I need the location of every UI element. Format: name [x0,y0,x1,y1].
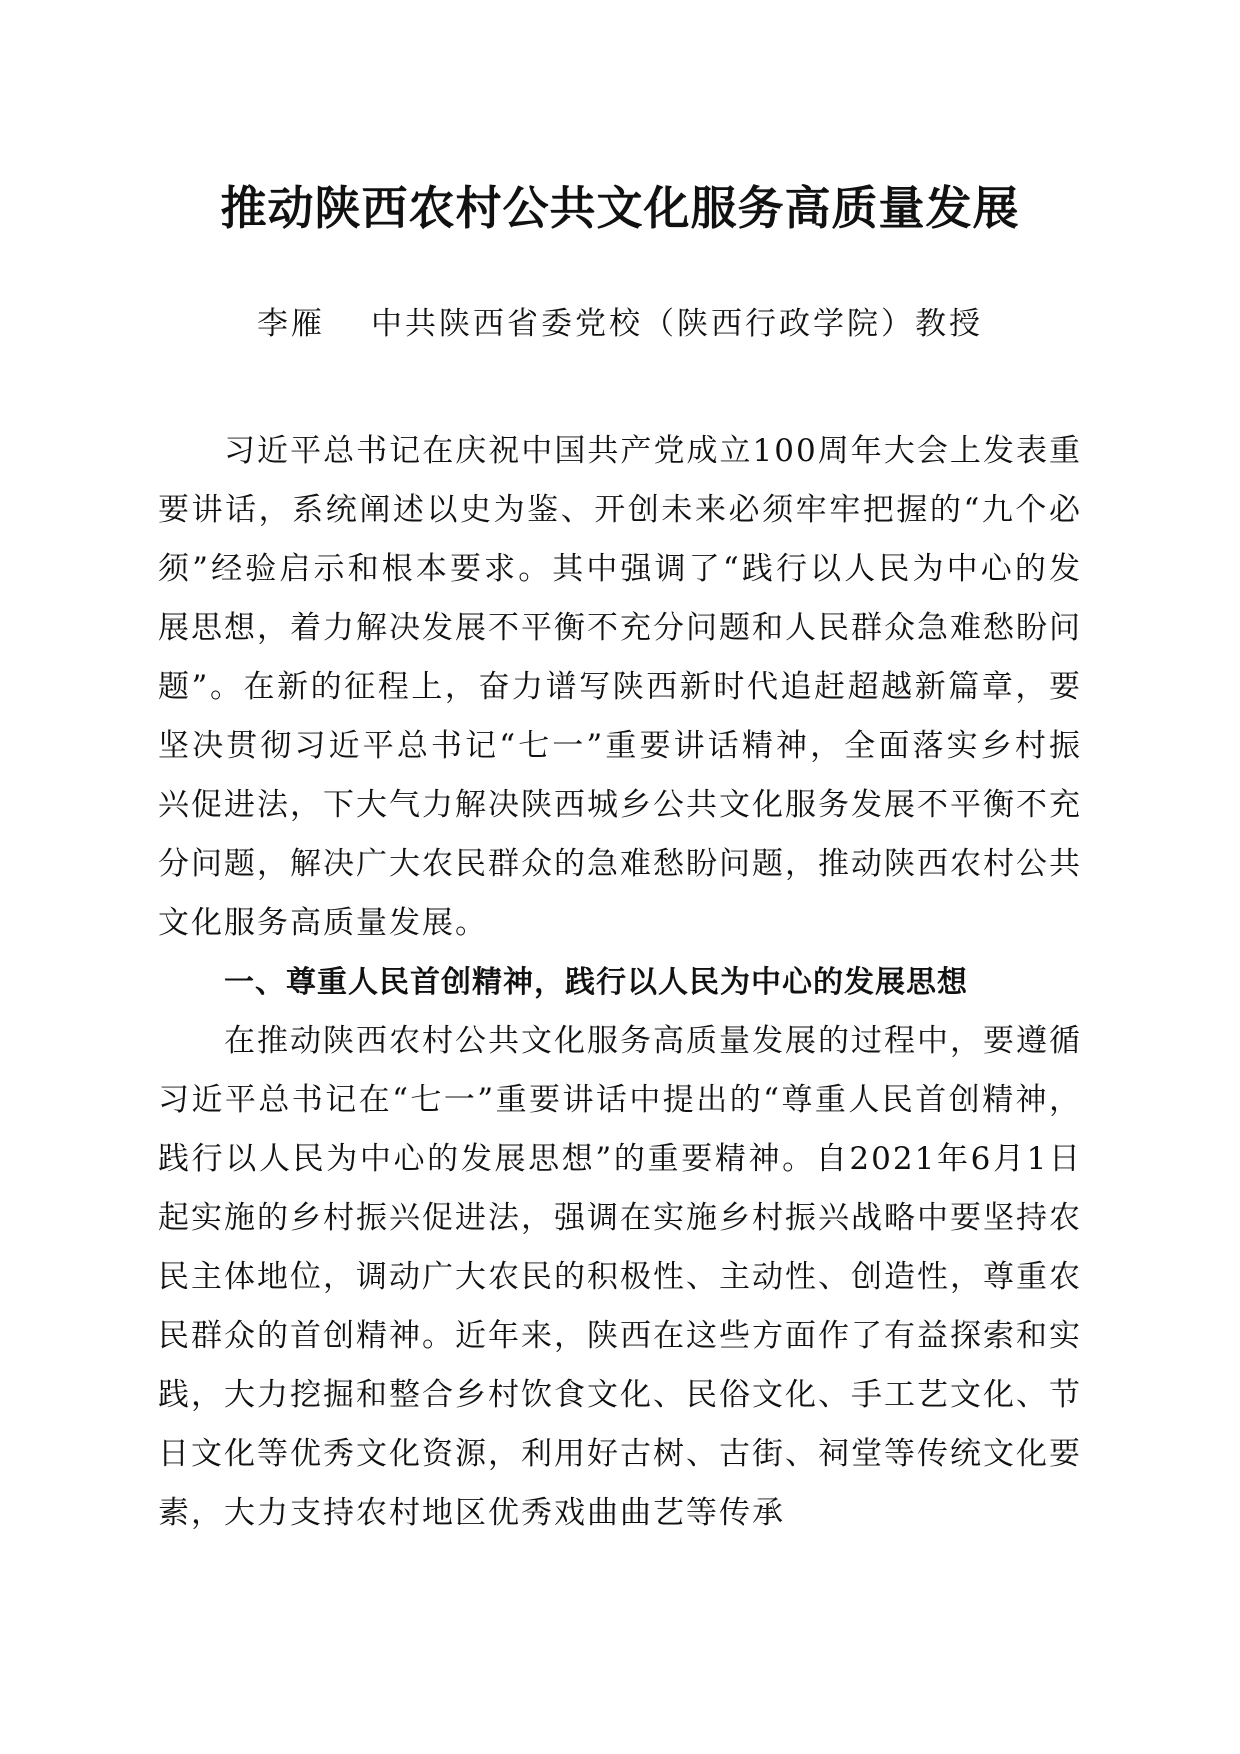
document-title: 推动陕西农村公共文化服务高质量发展 [220,181,1020,235]
author-name: 李雁 [257,306,325,342]
section-paragraph: 在推动陕西农村公共文化服务高质量发展的过程中，要遵循习近平总书记在“七一”重要讲话中提出的“尊重人民首创精神，践行以人民为中心的发展思想”的重要精神。自2021年6月1日起实施的乡村振兴促进法，强调在实施乡村振兴战略中要坚持农民主体地位，调动广大农民的积极性、主动性、创造性，尊重农民群众的首创精神。近年来，陕西在这些方面作了有益探索和实践，大力挖掘和整合乡村饮食文化、民俗文化、手工艺文化、节日文化等优秀文化资源，利用好古树、古街、祠堂等传统文化要素，大力支持农村地区优秀戏曲曲艺等传承 [158,1023,1082,1531]
intro-paragraph: 习近平总书记在庆祝中国共产党成立100周年大会上发表重要讲话，系统阐述以史为鉴、开创未来必须牢牢把握的“九个必须”经验启示和根本要求。其中强调了“践行以人民为中心的发展思想，着力解决发展不平衡不充分问题和人民群众急难愁盼问题”。在新的征程上，奋力谱写陕西新时代追赶超越新篇章，要坚决贯彻习近平总书记“七一”重要讲话精神，全面落实乡村振兴促进法，下大气力解决陕西城乡公共文化服务发展不平衡不充分问题，解决广大农民群众的急难愁盼问题，推动陕西农村公共文化服务高质量发展。 [158,433,1082,941]
author-line [0,300,1240,348]
author-affiliation: 中共陕西省委党校（陕西行政学院）教授 [371,306,983,342]
section-heading: 一、尊重人民首创精神，践行以人民为中心的发展思想 [224,965,968,1000]
document-body [158,422,1082,1543]
